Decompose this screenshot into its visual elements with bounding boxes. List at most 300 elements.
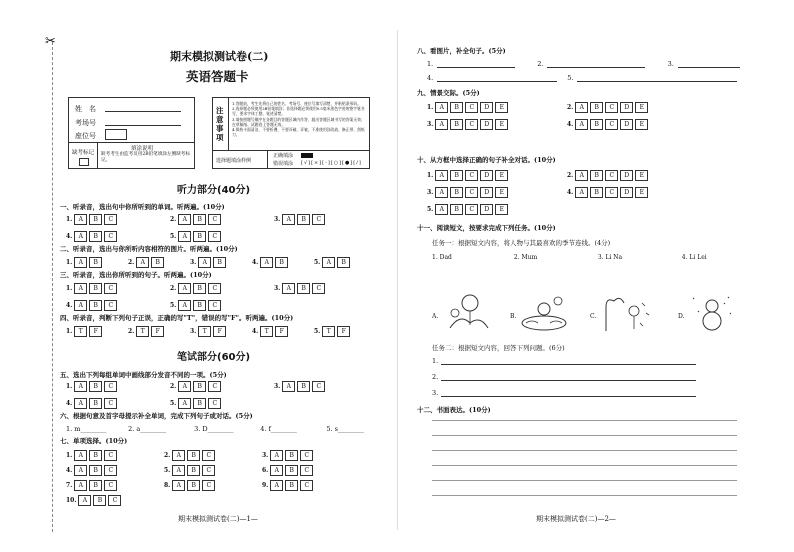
option-b-box[interactable]: B <box>89 257 102 268</box>
option-a-box[interactable]: A <box>74 480 87 491</box>
question-number: 5. <box>427 206 434 213</box>
question-number: 2. <box>128 259 135 266</box>
option-e-box[interactable]: E <box>635 102 648 113</box>
question-number: 2. <box>164 452 171 459</box>
option-c-box[interactable]: C <box>208 214 221 225</box>
task2-answer-2[interactable] <box>441 380 696 381</box>
question-5 <box>170 300 221 311</box>
option-a-box[interactable]: A <box>178 300 191 311</box>
q2-heading: 二、听录音，选出与你所听内容相符的图片。听两遍。(10分) <box>60 245 238 253</box>
option-c-box[interactable]: C <box>465 187 478 198</box>
option-b-box[interactable]: B <box>89 465 102 476</box>
option-b-box[interactable]: B <box>89 381 102 392</box>
question-3 <box>427 119 508 130</box>
question-number: 10. <box>66 497 77 504</box>
option-d-box[interactable]: D <box>480 119 493 130</box>
option-f-box[interactable]: F <box>275 326 288 337</box>
left-subtitle: 英语答题卡 <box>186 69 249 84</box>
student-info-box <box>68 97 195 169</box>
question-number: 4. <box>252 259 259 266</box>
seat-field[interactable] <box>105 129 127 140</box>
option-c-box[interactable]: C <box>300 450 313 461</box>
question-number: 2. <box>567 104 574 111</box>
question-4 <box>66 231 117 242</box>
option-b-box[interactable]: B <box>297 214 310 225</box>
option-a-box[interactable]: A <box>178 283 191 294</box>
question-3 <box>274 283 325 294</box>
option-b-box[interactable]: B <box>89 398 102 409</box>
question-number: 2. <box>567 172 574 179</box>
question-number: 5. <box>314 259 321 266</box>
option-b-box[interactable]: B <box>590 102 603 113</box>
option-a-box[interactable]: A <box>270 465 283 476</box>
option-c-box[interactable]: C <box>208 381 221 392</box>
option-d-box[interactable]: D <box>480 102 493 113</box>
q6-item-2[interactable]: 2. a________ <box>128 425 167 433</box>
note-line-1: 1.答题前，考生先将自己的姓名、考场号、座位号填写清楚，并粘贴条形码。 <box>232 101 361 106</box>
note-line-4: 4.保持卡面清洁，不要折叠，不要弄破、弄皱，不准使用涂改液、修正带、刮纸刀。 <box>232 127 365 138</box>
option-b-box[interactable]: B <box>450 119 463 130</box>
question-number: 7. <box>66 482 73 489</box>
question-4 <box>252 326 288 337</box>
option-b-box[interactable]: B <box>590 187 603 198</box>
q6-item-4[interactable]: 4. f________ <box>260 425 297 433</box>
q1-heading: 一、听录音，选出句中你所听到的单词。听两遍。(10分) <box>60 203 225 211</box>
option-c-box[interactable]: C <box>208 398 221 409</box>
writing-line[interactable] <box>432 435 737 436</box>
task2-item-1: 1. <box>432 357 439 365</box>
option-e-box[interactable]: E <box>495 119 508 130</box>
question-1 <box>427 102 508 113</box>
question-number: 2. <box>170 285 177 292</box>
option-a-box[interactable]: A <box>575 187 588 198</box>
option-a-box[interactable]: A <box>198 257 211 268</box>
option-a-box[interactable]: A <box>172 465 185 476</box>
wrong-fill-label: 错误填涂 <box>273 161 294 167</box>
q6-item-3[interactable]: 3. D________ <box>194 425 234 433</box>
left-footer: 期末模拟测试卷(二)—1— <box>178 515 258 523</box>
note-line-2: 2.选择题必须使用2B铅笔填涂；非选择题必须使用0.5毫米黑色字迹的签字笔书写，要求字体工整、笔迹清楚。 <box>232 106 365 117</box>
option-b-box[interactable]: B <box>193 381 206 392</box>
option-d-box[interactable]: D <box>620 119 633 130</box>
question-number: 5. <box>170 400 177 407</box>
writing-line[interactable] <box>432 450 737 451</box>
writing-line[interactable] <box>432 465 737 466</box>
option-c-box[interactable]: C <box>104 398 117 409</box>
q8-item-4: 4. <box>427 74 434 82</box>
question-number: 4. <box>252 328 259 335</box>
question-4 <box>567 187 648 198</box>
question-number: 4. <box>66 400 73 407</box>
q8-items-row2 <box>427 74 737 82</box>
option-c-box[interactable]: C <box>208 231 221 242</box>
option-c-box[interactable]: C <box>202 450 215 461</box>
option-d-box[interactable]: D <box>480 204 493 215</box>
option-a-box[interactable]: A <box>74 283 87 294</box>
option-b-box[interactable]: B <box>187 465 200 476</box>
question-1 <box>427 170 508 181</box>
question-number: 1. <box>66 328 73 335</box>
option-c-box[interactable]: C <box>104 381 117 392</box>
question-number: 4. <box>66 233 73 240</box>
question-number: 1. <box>66 285 73 292</box>
option-e-box[interactable]: E <box>635 170 648 181</box>
option-a-box[interactable]: A <box>178 231 191 242</box>
notes-box <box>212 97 370 169</box>
option-b-box[interactable]: B <box>89 300 102 311</box>
q10-heading: 十、从方框中选择正确的句子补全对话。(10分) <box>417 156 556 164</box>
q8-blank-4[interactable] <box>437 81 557 82</box>
q8-item-1: 1. <box>427 60 434 68</box>
option-b-box[interactable]: B <box>193 231 206 242</box>
option-a-box[interactable]: A <box>435 102 448 113</box>
question-3 <box>262 450 313 461</box>
q6-item-5[interactable]: 5. s________ <box>326 425 364 433</box>
option-b-box[interactable]: B <box>89 231 102 242</box>
question-number: 4. <box>567 121 574 128</box>
question-number: 5. <box>164 467 171 474</box>
option-c-box[interactable]: C <box>108 495 121 506</box>
question-number: 1. <box>66 216 73 223</box>
question-1 <box>66 326 102 337</box>
question-number: 3. <box>274 216 281 223</box>
option-c-box[interactable]: C <box>605 102 618 113</box>
option-c-box[interactable]: C <box>312 381 325 392</box>
q8-item-5: 5. <box>567 74 574 82</box>
question-5 <box>170 398 221 409</box>
option-c-box[interactable]: C <box>465 119 478 130</box>
option-c-box[interactable]: C <box>465 170 478 181</box>
question-number: 4. <box>66 467 73 474</box>
people-row <box>432 254 722 261</box>
option-c-box[interactable]: C <box>202 465 215 476</box>
question-7 <box>66 480 117 491</box>
seat-label: 座位号 <box>75 132 96 140</box>
option-c-box[interactable]: C <box>104 231 117 242</box>
option-c-box[interactable]: C <box>605 187 618 198</box>
option-a-box[interactable]: A <box>74 398 87 409</box>
autumn-picture <box>598 293 654 333</box>
option-a-box[interactable]: A <box>74 381 87 392</box>
q9-heading: 九、情景交际。(5分) <box>417 89 480 97</box>
question-number: 1. <box>66 259 73 266</box>
pic-label-d: D. <box>678 313 685 320</box>
option-a-box[interactable]: A <box>270 450 283 461</box>
option-a-box[interactable]: A <box>260 257 273 268</box>
writing-line[interactable] <box>432 495 737 496</box>
q6-items <box>66 425 376 433</box>
task1-text: 任务一：根据短文内容，将人物与其最喜欢的季节连线。(4分) <box>432 239 611 247</box>
option-a-box[interactable]: A <box>322 257 335 268</box>
option-c-box[interactable]: C <box>104 214 117 225</box>
question-number: 9. <box>262 482 269 489</box>
writing-line[interactable] <box>432 420 737 421</box>
option-b-box[interactable]: B <box>450 102 463 113</box>
question-2 <box>170 214 221 225</box>
writing-line[interactable] <box>432 480 737 481</box>
option-a-box[interactable]: A <box>282 214 295 225</box>
question-number: 3. <box>190 259 197 266</box>
option-b-box[interactable]: B <box>193 398 206 409</box>
option-b-box[interactable]: B <box>297 283 310 294</box>
question-2 <box>170 283 221 294</box>
option-a-box[interactable]: A <box>74 300 87 311</box>
listening-header: 听力部分(40分) <box>177 185 251 196</box>
question-2 <box>170 381 221 392</box>
option-a-box[interactable]: A <box>172 480 185 491</box>
question-9 <box>262 480 313 491</box>
option-c-box[interactable]: C <box>300 465 313 476</box>
option-b-box[interactable]: B <box>285 450 298 461</box>
question-5 <box>170 231 221 242</box>
option-b-box[interactable]: B <box>89 214 102 225</box>
option-f-box[interactable]: F <box>89 326 102 337</box>
option-c-box[interactable]: C <box>312 283 325 294</box>
question-5 <box>164 465 215 476</box>
question-number: 4. <box>66 302 73 309</box>
option-b-box[interactable]: B <box>285 480 298 491</box>
pic-label-a: A. <box>432 313 439 320</box>
task2-text: 任务二：根据短文内容，回答下列问题。(6分) <box>432 344 565 352</box>
option-t-box[interactable]: T <box>260 326 273 337</box>
notes-heading: 注意事项 <box>216 106 224 142</box>
option-a-box[interactable]: A <box>74 231 87 242</box>
option-b-box[interactable]: B <box>187 480 200 491</box>
person-li-lei: 4. Li Lei <box>681 254 707 261</box>
q8-blank-5[interactable] <box>577 81 737 82</box>
season-pictures <box>432 293 732 338</box>
question-10 <box>66 495 121 506</box>
option-a-box[interactable]: A <box>435 170 448 181</box>
question-number: 3. <box>274 285 281 292</box>
option-a-box[interactable]: A <box>74 450 87 461</box>
question-2 <box>164 450 215 461</box>
person-mum: 2. Mum <box>513 254 538 261</box>
option-a-box[interactable]: A <box>78 495 91 506</box>
q3-heading: 三、听录音，选出你所听到的句子。听两遍。(10分) <box>60 271 212 279</box>
fill-note-text: 缺考考生由监考员用2B铅笔填涂左侧缺考标记。 <box>101 152 190 163</box>
question-3 <box>427 187 508 198</box>
option-b-box[interactable]: B <box>450 204 463 215</box>
option-b-box[interactable]: B <box>89 450 102 461</box>
q11-heading: 十一、阅读短文，按要求完成下列任务。(10分) <box>417 224 556 232</box>
option-d-box[interactable]: D <box>480 170 493 181</box>
question-4 <box>66 465 117 476</box>
option-d-box[interactable]: D <box>480 187 493 198</box>
option-c-box[interactable]: C <box>300 480 313 491</box>
question-4 <box>567 119 648 130</box>
name-label: 姓 名 <box>75 105 96 113</box>
question-number: 3. <box>262 452 269 459</box>
person-li-na: 3. Li Na <box>597 254 623 261</box>
option-b-box[interactable]: B <box>590 170 603 181</box>
option-b-box[interactable]: B <box>89 480 102 491</box>
option-b-box[interactable]: B <box>337 257 350 268</box>
option-t-box[interactable]: T <box>74 326 87 337</box>
question-number: 4. <box>567 189 574 196</box>
option-d-box[interactable]: D <box>620 170 633 181</box>
option-a-box[interactable]: A <box>172 450 185 461</box>
option-a-box[interactable]: A <box>435 204 448 215</box>
task2-item-3: 3. <box>432 389 439 397</box>
question-1 <box>66 257 102 268</box>
option-e-box[interactable]: E <box>495 187 508 198</box>
option-a-box[interactable]: A <box>435 187 448 198</box>
writing-area[interactable] <box>432 420 737 510</box>
option-e-box[interactable]: E <box>635 119 648 130</box>
question-number: 1. <box>66 452 73 459</box>
option-b-box[interactable]: B <box>213 257 226 268</box>
q4-heading: 四、听录音，判断下列句子正误，正确的写"T"，错误的写"F"。听两遍。(10分) <box>60 314 294 322</box>
person-dad: 1. Dad <box>432 254 452 261</box>
q8-blank-3[interactable] <box>678 67 740 68</box>
question-number: 3. <box>427 121 434 128</box>
option-e-box[interactable]: E <box>495 102 508 113</box>
question-4 <box>66 300 117 311</box>
option-a-box[interactable]: A <box>575 119 588 130</box>
task2-lines <box>432 357 696 405</box>
option-b-box[interactable]: B <box>275 257 288 268</box>
option-a-box[interactable]: A <box>178 381 191 392</box>
option-a-box[interactable]: A <box>136 257 149 268</box>
option-b-box[interactable]: B <box>193 214 206 225</box>
winter-picture <box>688 293 736 333</box>
option-e-box[interactable]: E <box>495 170 508 181</box>
question-3 <box>274 214 325 225</box>
pic-label-b: B. <box>510 313 517 320</box>
option-b-box[interactable]: B <box>89 283 102 294</box>
option-a-box[interactable]: A <box>74 465 87 476</box>
option-c-box[interactable]: C <box>104 480 117 491</box>
option-a-box[interactable]: A <box>282 381 295 392</box>
q12-heading: 十二、书面表达。(10分) <box>417 406 491 414</box>
question-number: 1. <box>66 383 73 390</box>
question-number: 2. <box>128 328 135 335</box>
option-c-box[interactable]: C <box>104 450 117 461</box>
pic-label-c: C. <box>590 313 597 320</box>
question-number: 6. <box>262 467 269 474</box>
q8-item-2: 2. <box>537 60 544 68</box>
scissors-icon: ✂ <box>45 34 56 49</box>
question-1 <box>66 381 117 392</box>
option-c-box[interactable]: C <box>104 465 117 476</box>
question-2 <box>567 170 648 181</box>
option-c-box[interactable]: C <box>605 119 618 130</box>
option-t-box[interactable]: T <box>322 326 335 337</box>
exam-room-field[interactable] <box>105 125 181 126</box>
option-c-box[interactable]: C <box>465 204 478 215</box>
exam-room-label: 考场号 <box>75 119 96 127</box>
written-header: 笔试部分(60分) <box>177 352 251 363</box>
option-b-box[interactable]: B <box>297 381 310 392</box>
correct-fill-sample <box>301 153 313 158</box>
option-a-box[interactable]: A <box>178 214 191 225</box>
left-title: 期末模拟测试卷(二) <box>170 50 269 63</box>
option-a-box[interactable]: A <box>74 257 87 268</box>
q8-blank-1[interactable] <box>437 67 515 68</box>
question-3 <box>190 257 226 268</box>
question-number: 3. <box>427 189 434 196</box>
question-number: 5. <box>170 302 177 309</box>
option-b-box[interactable]: B <box>193 283 206 294</box>
task2-answer-1[interactable] <box>441 364 696 365</box>
wrong-fill-sample: [√][×][-][○][●][/] <box>301 160 362 166</box>
name-field[interactable] <box>105 111 181 112</box>
option-a-box[interactable]: A <box>435 119 448 130</box>
option-c-box[interactable]: C <box>208 283 221 294</box>
absent-label: 缺考标记 <box>72 150 95 156</box>
absent-mark-box[interactable] <box>79 158 89 166</box>
option-d-box[interactable]: D <box>620 102 633 113</box>
q6-heading: 六、根据句意及首字母提示补全单词，完成下列句子或对话。(5分) <box>60 412 253 420</box>
option-b-box[interactable]: B <box>193 300 206 311</box>
q8-blank-2[interactable] <box>547 67 645 68</box>
task2-item-2: 2. <box>432 373 439 381</box>
task2-answer-3[interactable] <box>441 396 696 397</box>
question-number: 8. <box>164 482 171 489</box>
option-e-box[interactable]: E <box>635 187 648 198</box>
question-number: 1. <box>427 104 434 111</box>
option-t-box[interactable]: T <box>136 326 149 337</box>
option-a-box[interactable]: A <box>74 214 87 225</box>
option-b-box[interactable]: B <box>450 170 463 181</box>
option-a-box[interactable]: A <box>270 480 283 491</box>
question-number: 5. <box>170 233 177 240</box>
option-d-box[interactable]: D <box>620 187 633 198</box>
option-a-box[interactable]: A <box>575 170 588 181</box>
summer-picture <box>518 293 570 333</box>
option-f-box[interactable]: F <box>213 326 226 337</box>
question-5 <box>314 257 350 268</box>
option-c-box[interactable]: C <box>104 300 117 311</box>
option-b-box[interactable]: B <box>151 257 164 268</box>
q8-items <box>427 60 740 68</box>
sample-label: 选择题填涂样例 <box>216 158 252 164</box>
option-c-box[interactable]: C <box>202 480 215 491</box>
option-c-box[interactable]: C <box>208 300 221 311</box>
option-b-box[interactable]: B <box>93 495 106 506</box>
question-8 <box>164 480 215 491</box>
question-2 <box>128 257 164 268</box>
option-f-box[interactable]: F <box>337 326 350 337</box>
option-b-box[interactable]: B <box>590 119 603 130</box>
option-a-box[interactable]: A <box>178 398 191 409</box>
option-f-box[interactable]: F <box>151 326 164 337</box>
q6-item-1[interactable]: 1. m________ <box>66 425 107 433</box>
option-a-box[interactable]: A <box>282 283 295 294</box>
option-t-box[interactable]: T <box>198 326 211 337</box>
cut-line <box>52 42 53 532</box>
option-c-box[interactable]: C <box>605 170 618 181</box>
correct-fill-label: 正确填涂 <box>273 153 294 159</box>
option-b-box[interactable]: B <box>187 450 200 461</box>
option-c-box[interactable]: C <box>312 214 325 225</box>
question-3 <box>274 381 325 392</box>
fill-note-title: 填涂说明 <box>131 146 154 152</box>
option-e-box[interactable]: E <box>495 204 508 215</box>
question-number: 2. <box>170 216 177 223</box>
option-c-box[interactable]: C <box>465 102 478 113</box>
question-number: 3. <box>274 383 281 390</box>
option-c-box[interactable]: C <box>104 283 117 294</box>
option-b-box[interactable]: B <box>285 465 298 476</box>
option-a-box[interactable]: A <box>575 102 588 113</box>
question-number: 2. <box>170 383 177 390</box>
option-b-box[interactable]: B <box>450 187 463 198</box>
q7-heading: 七、单项选择。(10分) <box>60 437 128 445</box>
question-5 <box>427 204 508 215</box>
question-number: 5. <box>314 328 321 335</box>
